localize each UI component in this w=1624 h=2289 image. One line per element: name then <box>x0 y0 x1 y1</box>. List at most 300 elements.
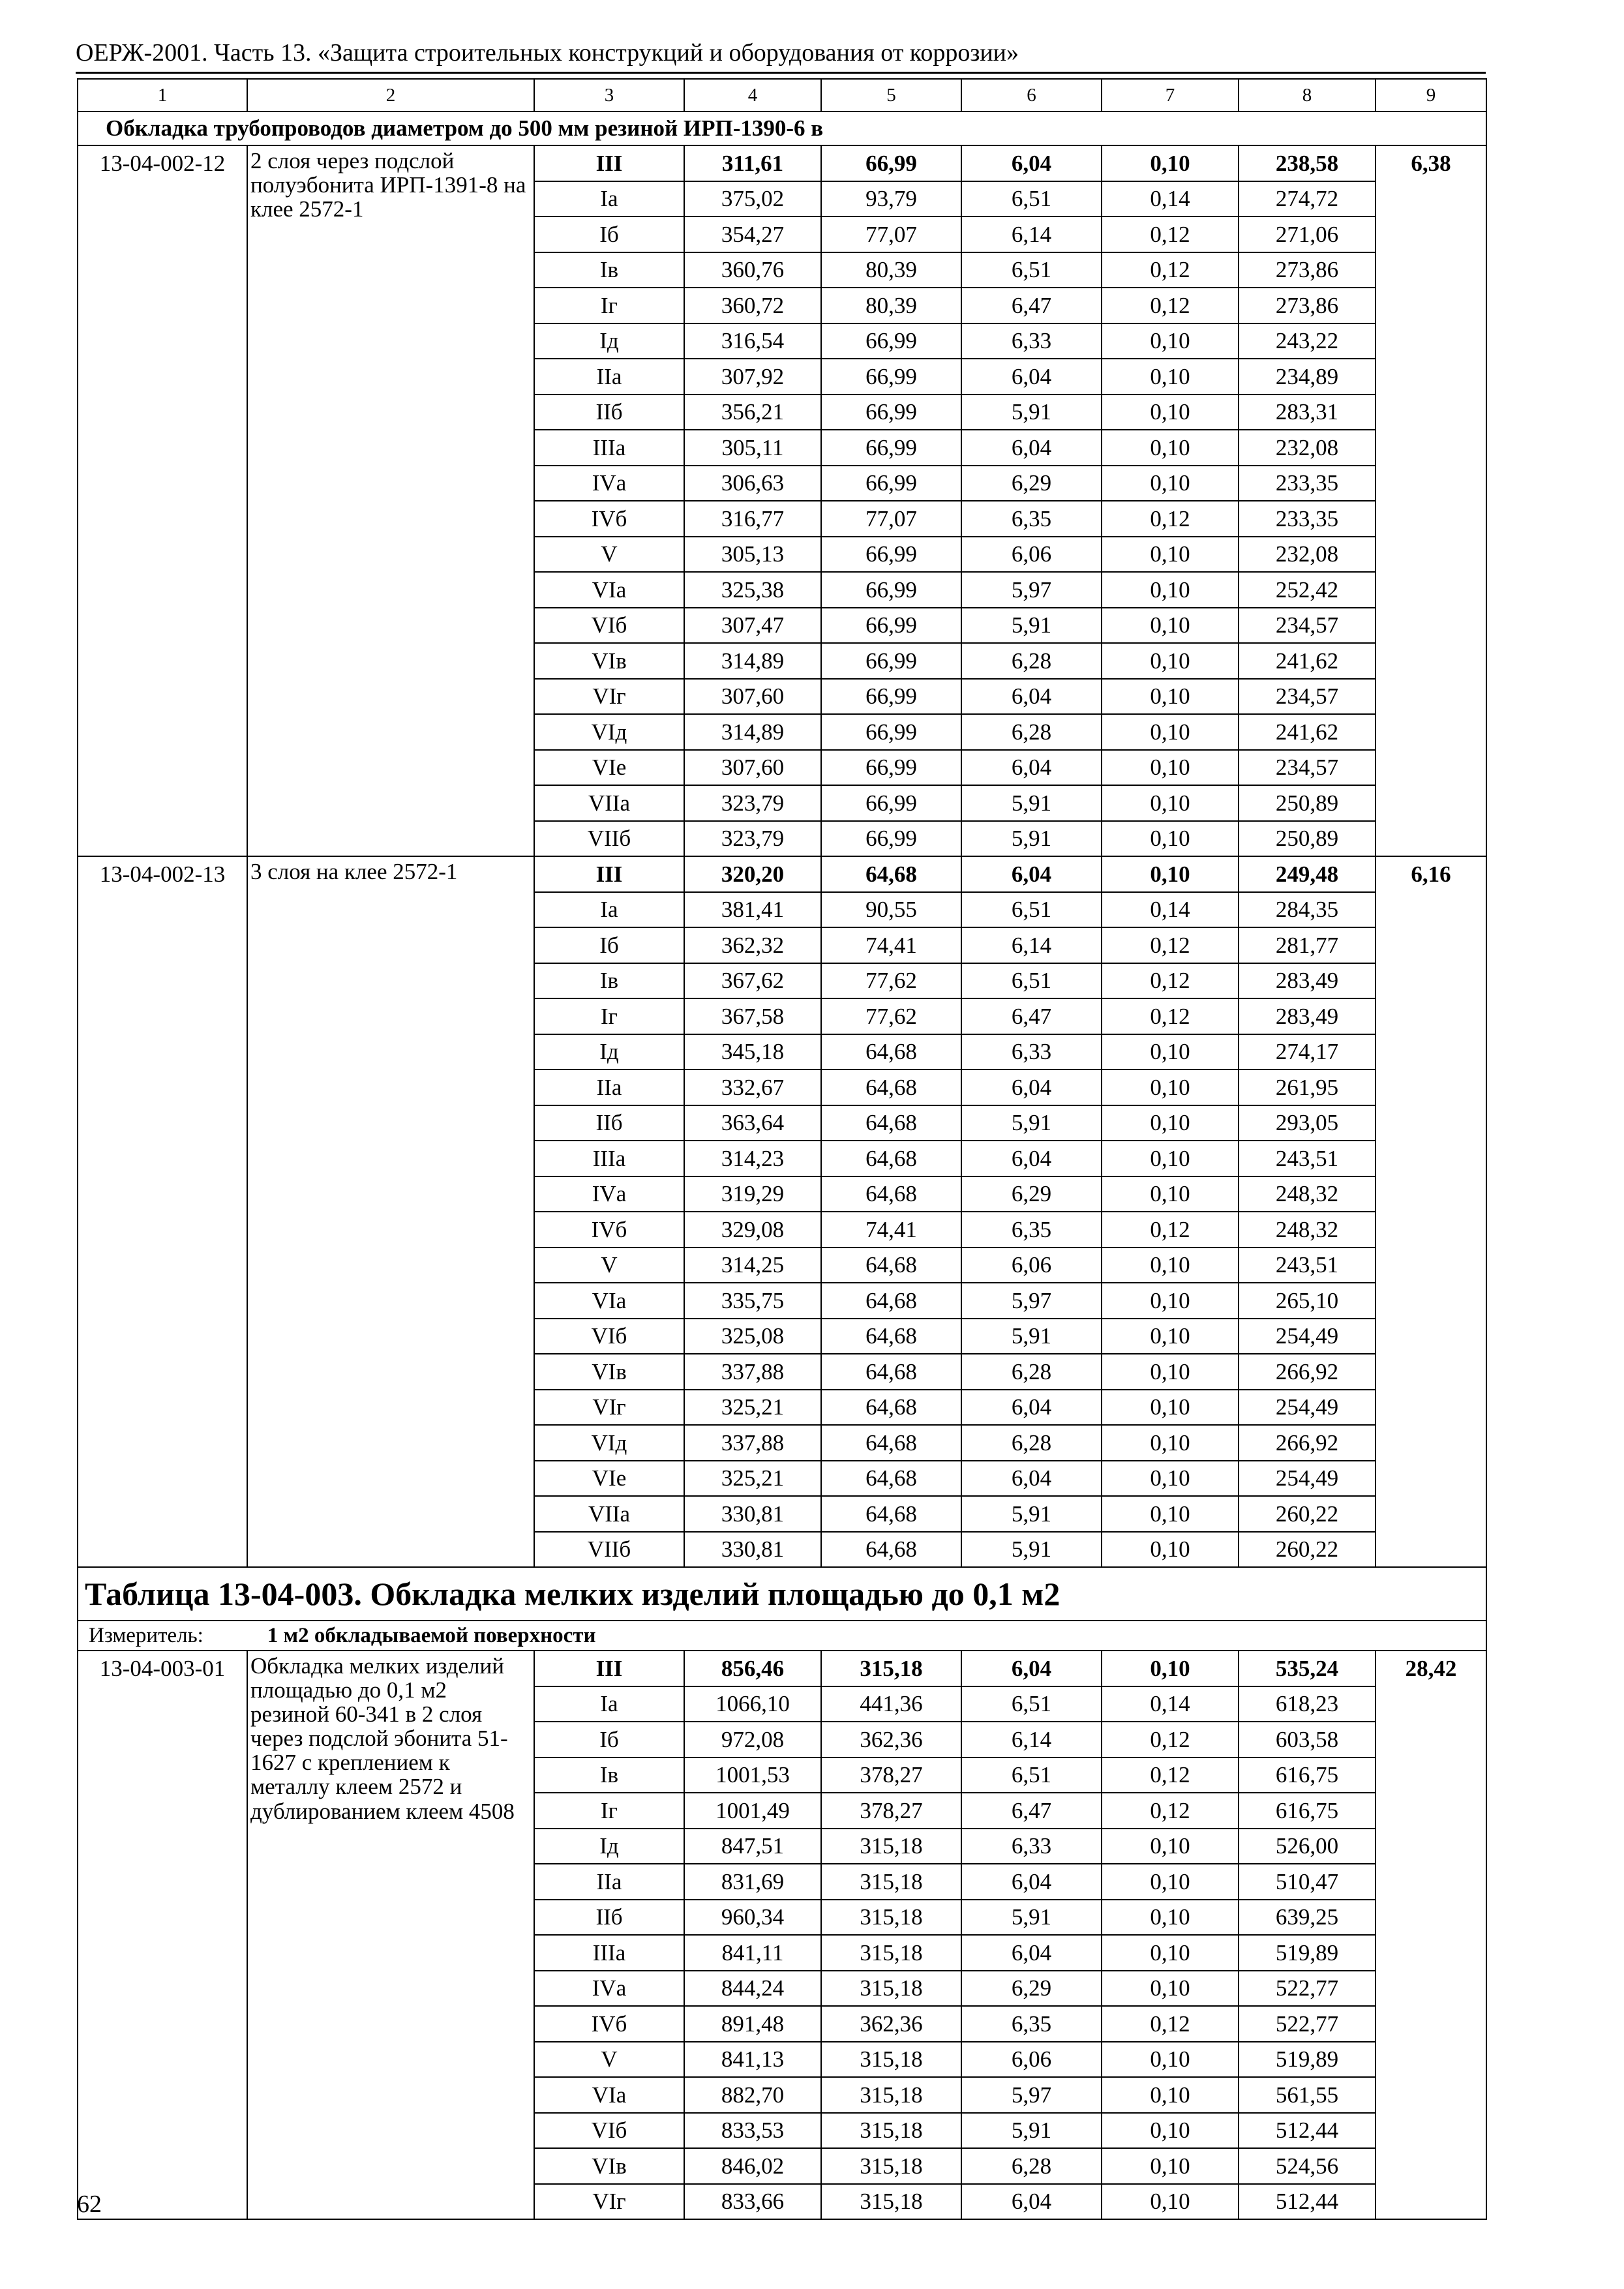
table-cell: 1001,53 <box>684 1758 821 1793</box>
table-cell: 273,86 <box>1239 288 1376 323</box>
table-cell: 64,68 <box>821 1034 961 1070</box>
table-cell: 0,12 <box>1102 963 1239 999</box>
table-cell: IIб <box>534 395 684 430</box>
table-cell: 6,51 <box>961 892 1102 928</box>
table-cell: 0,10 <box>1102 2042 1239 2078</box>
table-cell: 0,10 <box>1102 395 1239 430</box>
table-cell: 6,29 <box>961 1176 1102 1212</box>
table-cell: 307,92 <box>684 359 821 395</box>
table-cell: Iв <box>534 963 684 999</box>
table-cell: III <box>534 1651 684 1686</box>
rate-code: 13-04-002-12 <box>78 145 247 856</box>
table-cell: 315,18 <box>821 2148 961 2184</box>
table-cell: 841,13 <box>684 2042 821 2078</box>
column-number-row <box>78 79 1486 112</box>
table-cell: 254,49 <box>1239 1319 1376 1354</box>
table-cell: 363,64 <box>684 1105 821 1141</box>
table-cell: 972,08 <box>684 1722 821 1758</box>
table-cell: V <box>534 537 684 573</box>
table-cell: 0,10 <box>1102 2113 1239 2149</box>
table-cell: 283,49 <box>1239 998 1376 1034</box>
table-cell: 1066,10 <box>684 1686 821 1722</box>
table-cell: 241,62 <box>1239 643 1376 679</box>
table-cell: 0,10 <box>1102 430 1239 466</box>
table-cell: 66,99 <box>821 395 961 430</box>
table-cell: III <box>534 145 684 181</box>
table-cell: 330,81 <box>684 1532 821 1568</box>
table-cell: 66,99 <box>821 608 961 644</box>
table-cell: 260,22 <box>1239 1496 1376 1532</box>
table-cell: 0,10 <box>1102 608 1239 644</box>
table-cell: IVб <box>534 1212 684 1248</box>
table-cell: VIа <box>534 572 684 608</box>
table-cell: VIIа <box>534 1496 684 1532</box>
table-cell: III <box>534 856 684 892</box>
table-cell: 6,29 <box>961 466 1102 501</box>
table-cell: 64,68 <box>821 1319 961 1354</box>
table-cell: VIб <box>534 608 684 644</box>
table-cell: 0,10 <box>1102 1496 1239 1532</box>
table-cell: 64,68 <box>821 1532 961 1568</box>
table-cell: IIа <box>534 1864 684 1900</box>
table-cell: 234,89 <box>1239 359 1376 395</box>
table-cell: 5,91 <box>961 608 1102 644</box>
table-cell: 0,12 <box>1102 998 1239 1034</box>
table-cell: 6,28 <box>961 714 1102 750</box>
column-number: 1 <box>78 79 247 112</box>
table-cell: 77,07 <box>821 217 961 252</box>
table-cell: 316,54 <box>684 323 821 359</box>
table-cell: 80,39 <box>821 288 961 323</box>
section-title-row <box>78 112 1486 145</box>
table-cell: 248,32 <box>1239 1212 1376 1248</box>
table-cell: 234,57 <box>1239 608 1376 644</box>
table-cell: 0,10 <box>1102 1864 1239 1900</box>
table-cell: 66,99 <box>821 785 961 821</box>
table-cell: 66,99 <box>821 714 961 750</box>
table-cell: 6,04 <box>961 430 1102 466</box>
table-cell: 519,89 <box>1239 1935 1376 1971</box>
table-cell: 315,18 <box>821 2184 961 2220</box>
table-cell: 64,68 <box>821 1283 961 1319</box>
table-cell: 66,99 <box>821 643 961 679</box>
table-cell: 512,44 <box>1239 2113 1376 2149</box>
table-cell: 0,12 <box>1102 1758 1239 1793</box>
table-cell: 833,53 <box>684 2113 821 2149</box>
table-cell: 248,32 <box>1239 1176 1376 1212</box>
table-cell: Iб <box>534 1722 684 1758</box>
table-cell: 6,14 <box>961 1722 1102 1758</box>
table-cell: VIе <box>534 1461 684 1497</box>
table-cell: Iг <box>534 1793 684 1829</box>
table-cell: 6,33 <box>961 323 1102 359</box>
table-cell: 0,12 <box>1102 1722 1239 1758</box>
table-cell: 316,77 <box>684 501 821 537</box>
table-cell: 274,17 <box>1239 1034 1376 1070</box>
table-cell: 90,55 <box>821 892 961 928</box>
table-cell: 283,31 <box>1239 395 1376 430</box>
rates-table <box>77 78 1487 2220</box>
table-cell: 882,70 <box>684 2077 821 2113</box>
table-cell: 234,57 <box>1239 750 1376 786</box>
table-cell: 332,67 <box>684 1070 821 1105</box>
measure-value: 1 м2 обкладываемой поверхности <box>267 1623 596 1647</box>
table-cell: 0,10 <box>1102 145 1239 181</box>
table-cell: 522,77 <box>1239 1971 1376 2007</box>
table-cell: 64,68 <box>821 1248 961 1283</box>
table-cell: 261,95 <box>1239 1070 1376 1105</box>
table-cell: 64,68 <box>821 1461 961 1497</box>
table-cell: 0,10 <box>1102 537 1239 573</box>
table-cell: 315,18 <box>821 2077 961 2113</box>
table-cell: 6,06 <box>961 537 1102 573</box>
table-cell: V <box>534 1248 684 1283</box>
table-cell: 0,10 <box>1102 1532 1239 1568</box>
table-title-row <box>78 1567 1486 1621</box>
rate-column-9: 6,16 <box>1376 856 1486 1567</box>
table-cell: 250,89 <box>1239 785 1376 821</box>
column-number: 9 <box>1376 79 1486 112</box>
table-cell: 381,41 <box>684 892 821 928</box>
table-cell: 0,10 <box>1102 1319 1239 1354</box>
table-cell: 311,61 <box>684 145 821 181</box>
table-cell: 64,68 <box>821 1105 961 1141</box>
table-cell: 74,41 <box>821 1212 961 1248</box>
table-cell: 831,69 <box>684 1864 821 1900</box>
table-cell: 891,48 <box>684 2006 821 2042</box>
table-cell: VIг <box>534 679 684 715</box>
table-cell: 603,58 <box>1239 1722 1376 1758</box>
table-cell: 274,72 <box>1239 181 1376 217</box>
table-cell: 0,10 <box>1102 1425 1239 1461</box>
table-cell: 6,04 <box>961 1461 1102 1497</box>
table-cell: 6,04 <box>961 679 1102 715</box>
table-cell: 337,88 <box>684 1425 821 1461</box>
table-cell: 0,10 <box>1102 2184 1239 2220</box>
table-cell: 293,05 <box>1239 1105 1376 1141</box>
table-cell: IIб <box>534 1105 684 1141</box>
table-cell: 0,10 <box>1102 1283 1239 1319</box>
table-cell: 6,33 <box>961 1034 1102 1070</box>
table-cell: 254,49 <box>1239 1461 1376 1497</box>
table-cell: 6,33 <box>961 1829 1102 1864</box>
table-cell: 841,11 <box>684 1935 821 1971</box>
table-cell: 315,18 <box>821 1864 961 1900</box>
table-cell: 281,77 <box>1239 927 1376 963</box>
rates-table-body <box>78 79 1486 2219</box>
table-row <box>78 145 1486 181</box>
table-cell: IIIа <box>534 1141 684 1176</box>
table-cell: Iд <box>534 1829 684 1864</box>
table-cell: 6,28 <box>961 1354 1102 1390</box>
table-cell: 6,04 <box>961 1864 1102 1900</box>
rate-description: 3 слоя на клее 2572-1 <box>247 856 534 1567</box>
table-cell: 0,14 <box>1102 892 1239 928</box>
table-cell: 232,08 <box>1239 430 1376 466</box>
table-cell: IVб <box>534 2006 684 2042</box>
table-cell: Iд <box>534 1034 684 1070</box>
table-cell: IIб <box>534 1900 684 1936</box>
table-cell: 367,58 <box>684 998 821 1034</box>
table-cell: 0,10 <box>1102 2077 1239 2113</box>
page-header: ОЕРЖ-2001. Часть 13. «Защита строительных конструкций и оборудования от коррозии» <box>76 39 1019 67</box>
table-title: Таблица 13-04-003. Обкладка мелких изделий площадью до 0,1 м2 <box>78 1567 1486 1621</box>
table-cell: 64,68 <box>821 1176 961 1212</box>
table-cell: 6,04 <box>961 359 1102 395</box>
table-cell: 314,23 <box>684 1141 821 1176</box>
table-cell: 524,56 <box>1239 2148 1376 2184</box>
table-cell: 0,10 <box>1102 821 1239 857</box>
table-cell: IVб <box>534 501 684 537</box>
table-cell: 80,39 <box>821 252 961 288</box>
table-cell: 846,02 <box>684 2148 821 2184</box>
table-cell: 323,79 <box>684 821 821 857</box>
table-cell: 232,08 <box>1239 537 1376 573</box>
table-cell: 305,13 <box>684 537 821 573</box>
table-cell: VIг <box>534 2184 684 2220</box>
rate-column-9: 28,42 <box>1376 1651 1486 2219</box>
table-cell: 314,89 <box>684 714 821 750</box>
table-cell: 6,06 <box>961 1248 1102 1283</box>
table-cell: 362,32 <box>684 927 821 963</box>
table-cell: VIв <box>534 1354 684 1390</box>
table-cell: 6,04 <box>961 856 1102 892</box>
table-cell: 319,29 <box>684 1176 821 1212</box>
table-cell: 6,04 <box>961 1651 1102 1686</box>
table-cell: 833,66 <box>684 2184 821 2220</box>
table-cell: 66,99 <box>821 750 961 786</box>
table-cell: 0,10 <box>1102 1141 1239 1176</box>
table-cell: 266,92 <box>1239 1425 1376 1461</box>
header-rule <box>76 72 1486 74</box>
table-cell: 243,22 <box>1239 323 1376 359</box>
table-cell: 66,99 <box>821 466 961 501</box>
page-number: 62 <box>77 2191 102 2218</box>
table-cell: 315,18 <box>821 2042 961 2078</box>
table-cell: 535,24 <box>1239 1651 1376 1686</box>
table-cell: VIв <box>534 2148 684 2184</box>
table-cell: IVа <box>534 1971 684 2007</box>
column-number: 5 <box>821 79 961 112</box>
table-cell: Iг <box>534 288 684 323</box>
table-cell: 93,79 <box>821 181 961 217</box>
rate-column-9: 6,38 <box>1376 145 1486 856</box>
table-cell: VIд <box>534 714 684 750</box>
table-cell: 0,10 <box>1102 1354 1239 1390</box>
table-cell: 0,12 <box>1102 1793 1239 1829</box>
table-cell: IIIа <box>534 1935 684 1971</box>
table-cell: 233,35 <box>1239 501 1376 537</box>
table-cell: 305,11 <box>684 430 821 466</box>
table-cell: 6,47 <box>961 288 1102 323</box>
table-cell: 243,51 <box>1239 1248 1376 1283</box>
table-cell: 6,04 <box>961 145 1102 181</box>
table-cell: 64,68 <box>821 1390 961 1426</box>
table-cell: 526,00 <box>1239 1829 1376 1864</box>
table-cell: 616,75 <box>1239 1793 1376 1829</box>
table-cell: VIе <box>534 750 684 786</box>
table-cell: 441,36 <box>821 1686 961 1722</box>
table-cell: 362,36 <box>821 1722 961 1758</box>
table-cell: 0,10 <box>1102 714 1239 750</box>
table-cell: 362,36 <box>821 2006 961 2042</box>
table-cell: 5,91 <box>961 785 1102 821</box>
table-cell: 315,18 <box>821 1829 961 1864</box>
table-cell: 6,14 <box>961 927 1102 963</box>
table-cell: 325,08 <box>684 1319 821 1354</box>
table-cell: 6,35 <box>961 1212 1102 1248</box>
table-cell: 5,91 <box>961 821 1102 857</box>
column-number: 3 <box>534 79 684 112</box>
table-cell: VIIб <box>534 821 684 857</box>
table-cell: 233,35 <box>1239 466 1376 501</box>
measure-label: Измеритель: <box>89 1623 203 1647</box>
table-cell: 6,04 <box>961 1141 1102 1176</box>
table-cell: 307,47 <box>684 608 821 644</box>
table-cell: 561,55 <box>1239 2077 1376 2113</box>
table-cell: 5,91 <box>961 1496 1102 1532</box>
table-cell: VIг <box>534 1390 684 1426</box>
table-cell: 5,97 <box>961 1283 1102 1319</box>
table-cell: 0,10 <box>1102 643 1239 679</box>
table-cell: 0,14 <box>1102 181 1239 217</box>
table-cell: IIIа <box>534 430 684 466</box>
table-cell: 254,49 <box>1239 1390 1376 1426</box>
table-cell: 0,10 <box>1102 1935 1239 1971</box>
table-cell: 5,91 <box>961 395 1102 430</box>
table-cell: 0,10 <box>1102 1651 1239 1686</box>
table-cell: VIв <box>534 643 684 679</box>
table-cell: 249,48 <box>1239 856 1376 892</box>
table-cell: 66,99 <box>821 430 961 466</box>
table-cell: 314,89 <box>684 643 821 679</box>
table-cell: 325,21 <box>684 1461 821 1497</box>
table-cell: Iв <box>534 252 684 288</box>
table-cell: Iб <box>534 927 684 963</box>
table-cell: 238,58 <box>1239 145 1376 181</box>
table-cell: 337,88 <box>684 1354 821 1390</box>
table-cell: 315,18 <box>821 1935 961 1971</box>
column-number: 8 <box>1239 79 1376 112</box>
table-cell: 323,79 <box>684 785 821 821</box>
table-cell: 335,75 <box>684 1283 821 1319</box>
table-cell: 0,10 <box>1102 1461 1239 1497</box>
rate-code: 13-04-003-01 <box>78 1651 247 2219</box>
table-cell: 378,27 <box>821 1758 961 1793</box>
column-number: 7 <box>1102 79 1239 112</box>
table-cell: 66,99 <box>821 821 961 857</box>
table-cell: IIа <box>534 1070 684 1105</box>
table-cell: 0,12 <box>1102 501 1239 537</box>
table-cell: 0,12 <box>1102 252 1239 288</box>
section-title: Обкладка трубопроводов диаметром до 500 мм резиной ИРП-1390-6 в <box>78 112 1486 145</box>
table-cell: 0,12 <box>1102 217 1239 252</box>
table-cell: 5,97 <box>961 572 1102 608</box>
table-cell: 0,10 <box>1102 1070 1239 1105</box>
table-cell: 5,97 <box>961 2077 1102 2113</box>
table-cell: 0,10 <box>1102 359 1239 395</box>
table-cell: 5,91 <box>961 1319 1102 1354</box>
table-cell: 6,06 <box>961 2042 1102 2078</box>
table-cell: 64,68 <box>821 1354 961 1390</box>
table-cell: 241,62 <box>1239 714 1376 750</box>
table-cell: 266,92 <box>1239 1354 1376 1390</box>
table-cell: 6,35 <box>961 501 1102 537</box>
table-cell: 6,04 <box>961 1070 1102 1105</box>
measure-cell <box>78 1621 1486 1651</box>
table-cell: 0,10 <box>1102 1248 1239 1283</box>
table-cell: 307,60 <box>684 679 821 715</box>
table-cell: 6,51 <box>961 1686 1102 1722</box>
table-cell: 375,02 <box>684 181 821 217</box>
table-cell: 0,10 <box>1102 785 1239 821</box>
table-cell: 6,35 <box>961 2006 1102 2042</box>
table-cell: 0,10 <box>1102 679 1239 715</box>
table-cell: 315,18 <box>821 1900 961 1936</box>
table-cell: 6,04 <box>961 750 1102 786</box>
table-cell: 64,68 <box>821 1070 961 1105</box>
table-cell: 66,99 <box>821 145 961 181</box>
table-cell: 378,27 <box>821 1793 961 1829</box>
table-cell: Iа <box>534 181 684 217</box>
table-cell: 6,51 <box>961 1758 1102 1793</box>
table-cell: 5,91 <box>961 2113 1102 2149</box>
table-cell: 639,25 <box>1239 1900 1376 1936</box>
table-cell: 325,38 <box>684 572 821 608</box>
table-row <box>78 856 1486 892</box>
table-cell: 0,10 <box>1102 856 1239 892</box>
table-cell: 6,04 <box>961 1935 1102 1971</box>
table-cell: 64,68 <box>821 1425 961 1461</box>
table-cell: 618,23 <box>1239 1686 1376 1722</box>
table-cell: 64,68 <box>821 1496 961 1532</box>
table-cell: 320,20 <box>684 856 821 892</box>
table-cell: Iа <box>534 1686 684 1722</box>
table-cell: 0,10 <box>1102 1176 1239 1212</box>
table-cell: 66,99 <box>821 572 961 608</box>
table-cell: 960,34 <box>684 1900 821 1936</box>
table-cell: 243,51 <box>1239 1141 1376 1176</box>
table-cell: 0,10 <box>1102 1829 1239 1864</box>
table-cell: 234,57 <box>1239 679 1376 715</box>
table-cell: 265,10 <box>1239 1283 1376 1319</box>
table-cell: 360,76 <box>684 252 821 288</box>
table-cell: 330,81 <box>684 1496 821 1532</box>
table-cell: 345,18 <box>684 1034 821 1070</box>
table-cell: 250,89 <box>1239 821 1376 857</box>
table-cell: VIд <box>534 1425 684 1461</box>
table-cell: VIа <box>534 2077 684 2113</box>
table-cell: 0,12 <box>1102 2006 1239 2042</box>
table-cell: 329,08 <box>684 1212 821 1248</box>
table-cell: VIа <box>534 1283 684 1319</box>
table-cell: 6,47 <box>961 1793 1102 1829</box>
table-cell: 6,51 <box>961 252 1102 288</box>
table-cell: 66,99 <box>821 359 961 395</box>
table-cell: 6,04 <box>961 1390 1102 1426</box>
table-cell: IVа <box>534 1176 684 1212</box>
table-cell: IVа <box>534 466 684 501</box>
table-cell: 0,10 <box>1102 466 1239 501</box>
rate-code: 13-04-002-13 <box>78 856 247 1567</box>
table-cell: 519,89 <box>1239 2042 1376 2078</box>
table-cell: 6,28 <box>961 643 1102 679</box>
table-cell: 0,10 <box>1102 2148 1239 2184</box>
column-number: 2 <box>247 79 534 112</box>
table-cell: 315,18 <box>821 2113 961 2149</box>
table-cell: 260,22 <box>1239 1532 1376 1568</box>
table-row <box>78 1651 1486 1686</box>
